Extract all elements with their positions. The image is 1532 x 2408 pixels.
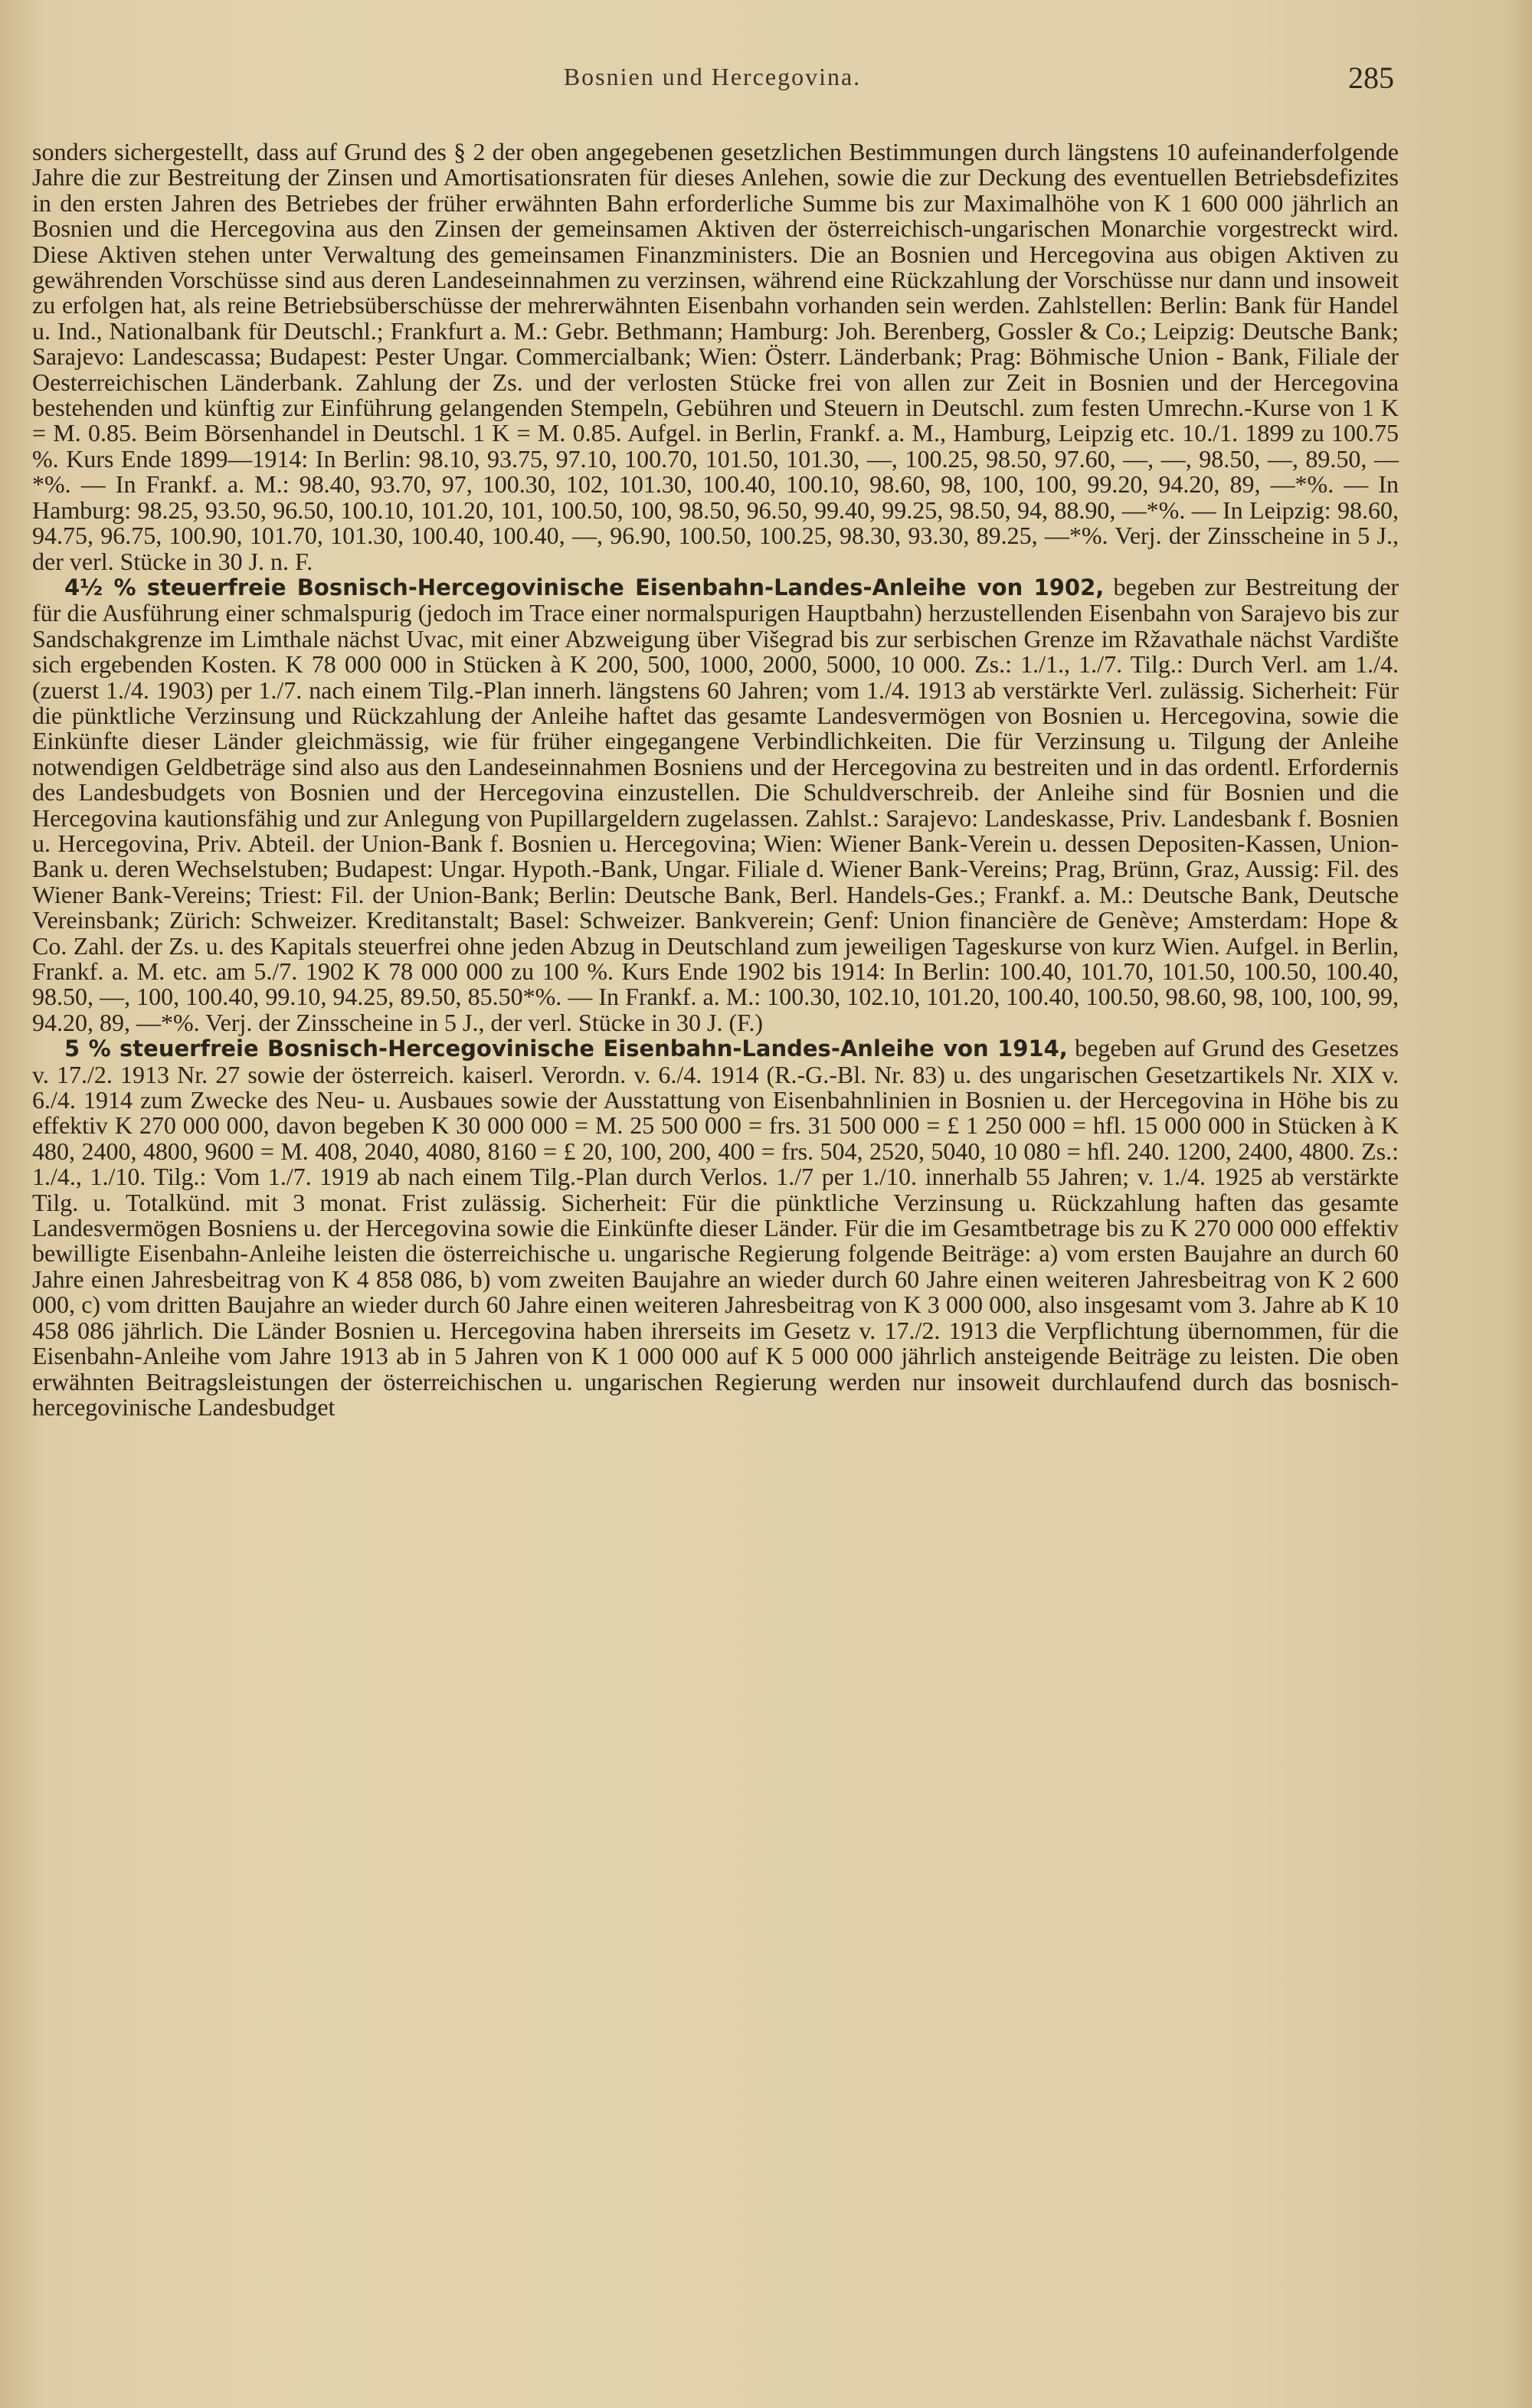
loan-heading-1902: 4½ % steuerfreie Bosnisch-Hercegovinische Eisenbahn-Landes-Anleihe von 1902, [64,574,1105,600]
paragraph-text: sonders sichergestellt, dass auf Grund des § 2 der oben angegebenen gesetzlichen Bestimmungen durch längstens 10 aufeinanderfolgende Jahre die zur Bestreitung der Zinsen und Amortisationsraten für dieses Anlehen, sowie die zur Deckung des eventuellen Betriebsdefizites in den ersten Jahren des Betriebes der früher erwähnten Bahn erforderliche Summe bis zur Maximalhöhe von K 1 600 000 jährlich an Bosnien und die Hercegovina aus den Zinsen der gemeinsamen Aktiven der österreichisch-ungarischen Monarchie vorgestreckt wird. Diese Aktiven stehen unter Verwaltung des gemeinsamen Finanzministers. Die an Bosnien und Hercegovina aus obigen Aktiven zu gewährenden Vorschüsse sind aus deren Landeseinnahmen zu verzinsen, während eine Rückzahlung der Vorschüsse nur dann und insoweit zu erfolgen hat, als reine Betriebsüberschüsse der mehrerwähnten Eisenbahn vorhanden sein werden. Zahlstellen: Berlin: Bank für Handel u. Ind., Nationalbank für Deutschl.; Frankfurt a. M.: Gebr. Bethmann; Hamburg: Joh. Berenberg, Gossler & Co.; Leipzig: Deutsche Bank; Sarajevo: Landescassa; Budapest: Pester Ungar. Commercialbank; Wien: Österr. Länderbank; Prag: Böhmische Union - Bank, Filiale der Oesterreichischen Länderbank. Zahlung der Zs. und der verlosten Stücke frei von allen zur Zeit in Bosnien und der Hercegovina bestehenden und künftig zur Einführung gelangenden Stempeln, Gebühren und Steuern in Deutschl. zum festen Umrechn.-Kurse von 1 K = M. 0.85. Beim Börsenhandel in Deutschl. 1 K = M. 0.85. Aufgel. in Berlin, Frankf. a. M., Hamburg, Leipzig etc. 10./1. 1899 zu 100.75 %. Kurs Ende 1899—1914: In Berlin: 98.10, 93.75, 97.10, 100.70, 101.50, 101.30, —, 100.25, 98.50, 97.60, —, —, 98.50, —, 89.50, —*%. — In Frankf. a. M.: 98.40, 93.70, 97, 100.30, 102, 101.30, 100.40, 100.10, 98.60, 98, 100, 100, 99.20, 94.20, 89, —*%. — In Hamburg: 98.25, 93.50, 96.50, 100.10, 101.20, 101, 100.50, 100, 98.50, 96.50, 99.40, 99.25, 98.50, 94, 88.90, —*%. — In Leipzig: 98.60, 94.75, 96.75, 100.90, 101.70, 101.30, 100.40, 100.40, —, 96.90, 100.50, 100.25, 98.30, 93.30, 89.25, —*%. Verj. der Zinsscheine in 5 J., der verl. Stücke in 30 J. n. F. [32,138,1399,575]
paragraph-text: begeben auf Grund des Gesetzes v. 17./2. 1913 Nr. 27 sowie der österreich. kaiserl. Verordn. v. 6./4. 1914 (R.-G.-Bl. Nr. 83) u. des ungarischen Gesetzartikels Nr. XIX v. 6./4. 1914 zum Zwecke des Neu- u. Ausbaues sowie der Ausstattung von Eisenbahnlinien in Bosnien u. der Hercegovina in Höhe bis zu effektiv K 270 000 000, davon begeben K 30 000 000 = M. 25 500 000 = frs. 31 500 000 = £ 1 250 000 = hfl. 15 000 000 in Stücken à K 480, 2400, 4800, 9600 = M. 408, 2040, 4080, 8160 = £ 20, 100, 200, 400 = frs. 504, 2520, 5040, 10 080 = hfl. 240. 1200, 2400, 4800. Zs.: 1./4., 1./10. Tilg.: Vom 1./7. 1919 ab nach einem Tilg.-Plan durch Verlos. 1./7 per 1./10. innerhalb 55 Jahren; v. 1./4. 1925 ab verstärkte Tilg. u. Totalkünd. mit 3 monat. Frist zulässig. Sicherheit: Für die pünktliche Verzinsung u. Rückzahlung haften das gesamte Landesvermögen Bosniens u. der Hercegovina sowie die Einkünfte dieser Länder. Für die im Gesamtbetrage bis zu K 270 000 000 effektiv bewilligte Eisenbahn-Anleihe leisten die österreichische u. ungarische Regierung folgende Beiträge: a) vom ersten Baujahre an durch 60 Jahre einen Jahresbeitrag von K 4 858 086, b) vom zweiten Baujahre an wieder durch 60 Jahre einen weiteren Jahresbeitrag von K 2 600 000, c) vom dritten Baujahre an wieder durch 60 Jahre einen weiteren Jahresbeitrag von K 3 000 000, also insgesamt vom 3. Jahre ab K 10 458 086 jährlich. Die Länder Bosnien u. Hercegovina haben ihrerseits im Gesetz v. 17./2. 1913 die Verpflichtung übernommen, für die Eisenbahn-Anleihe vom Jahre 1913 ab in 5 Jahren von K 1 000 000 auf K 5 000 000 jährlich ansteigende Beiträge zu leisten. Die oben erwähnten Beitragsleistungen der österreichischen u. ungarischen Regierung werden nur insoweit durchlaufend durch das bosnisch-hercegovinische Landesbudget [32,1034,1399,1421]
page-number: 285 [1348,61,1394,95]
paragraph-1902-loan [32,574,1399,1036]
paragraph-1914-loan [32,1036,1399,1420]
paragraph-1902-continuation [32,139,1399,574]
running-title: Bosnien und Hercegovina. [563,63,862,90]
body-text [32,139,1399,1420]
loan-heading-1914: 5 % steuerfreie Bosnisch-Hercegovinische Eisenbahn-Landes-Anleihe von 1914, [64,1036,1068,1062]
paragraph-text: begeben zur Bestreitung der für die Ausführung einer schmalspurig (jedoch im Trace einer normalspurigen Hauptbahn) herzustellenden Eisenbahn von Sarajevo bis zur Sandschakgrenze im Limthale nächst Uvac, mit einer Abzweigung über Višegrad bis zur serbischen Grenze im Ržavathale nächst Vardište sich ergebenden Kosten. K 78 000 000 in Stücken à K 200, 500, 1000, 2000, 5000, 10 000. Zs.: 1./1., 1./7. Tilg.: Durch Verl. am 1./4. (zuerst 1./4. 1903) per 1./7. nach einem Tilg.-Plan innerh. längstens 60 Jahren; vom 1./4. 1913 ab verstärkte Verl. zulässig. Sicherheit: Für die pünktliche Verzinsung und Rückzahlung der Anleihe haftet das gesamte Landesvermögen von Bosnien u. Hercegovina, sowie die Einkünfte dieser Länder gleichmässig, wie für früher eingegangene Verbindlichkeiten. Die für Verzinsung u. Tilgung der Anleihe notwendigen Geldbeträge sind also aus den Landeseinnahmen Bosniens und der Hercegovina zu bestreiten und in das ordentl. Erfordernis des Landesbudgets von Bosnien und der Hercegovina einzustellen. Die Schuldverschreib. der Anleihe sind für Bosnien und die Hercegovina kautionsfähig und zur Anlegung von Pupillargeldern zugelassen. Zahlst.: Sarajevo: Landeskasse, Priv. Landesbank f. Bosnien u. Hercegovina, Priv. Abteil. der Union-Bank f. Bosnien u. Hercegovina; Wien: Wiener Bank-Verein u. dessen Depositen-Kassen, Union-Bank u. deren Wechselstuben; Budapest: Ungar. Hypoth.-Bank, Ungar. Filiale d. Wiener Bank-Vereins; Prag, Brünn, Graz, Aussig: Fil. des Wiener Bank-Vereins; Triest: Fil. der Union-Bank; Berlin: Deutsche Bank, Berl. Handels-Ges.; Frankf. a. M.: Deutsche Bank, Deutsche Vereinsbank; Zürich: Schweizer. Kreditanstalt; Basel: Schweizer. Bankverein; Genf: Union financière de Genève; Amsterdam: Hope & Co. Zahl. der Zs. u. des Kapitals steuerfrei ohne jeden Abzug in Deutschland zum jeweiligen Tageskurse von kurz Wien. Aufgel. in Berlin, Frankf. a. M. etc. am 5./7. 1902 K 78 000 000 zu 100 %. Kurs Ende 1902 bis 1914: In Berlin: 100.40, 101.70, 101.50, 100.50, 100.40, 98.50, —, 100, 100.40, 99.10, 94.25, 89.50, 85.50*%. — In Frankf. a. M.: 100.30, 102.10, 101.20, 100.40, 100.50, 98.60, 98, 100, 100, 99, 94.20, 89, —*%. Verj. der Zinsscheine in 5 J., der verl. Stücke in 30 J. (F.) [32,572,1399,1036]
page-header [31,63,1394,101]
